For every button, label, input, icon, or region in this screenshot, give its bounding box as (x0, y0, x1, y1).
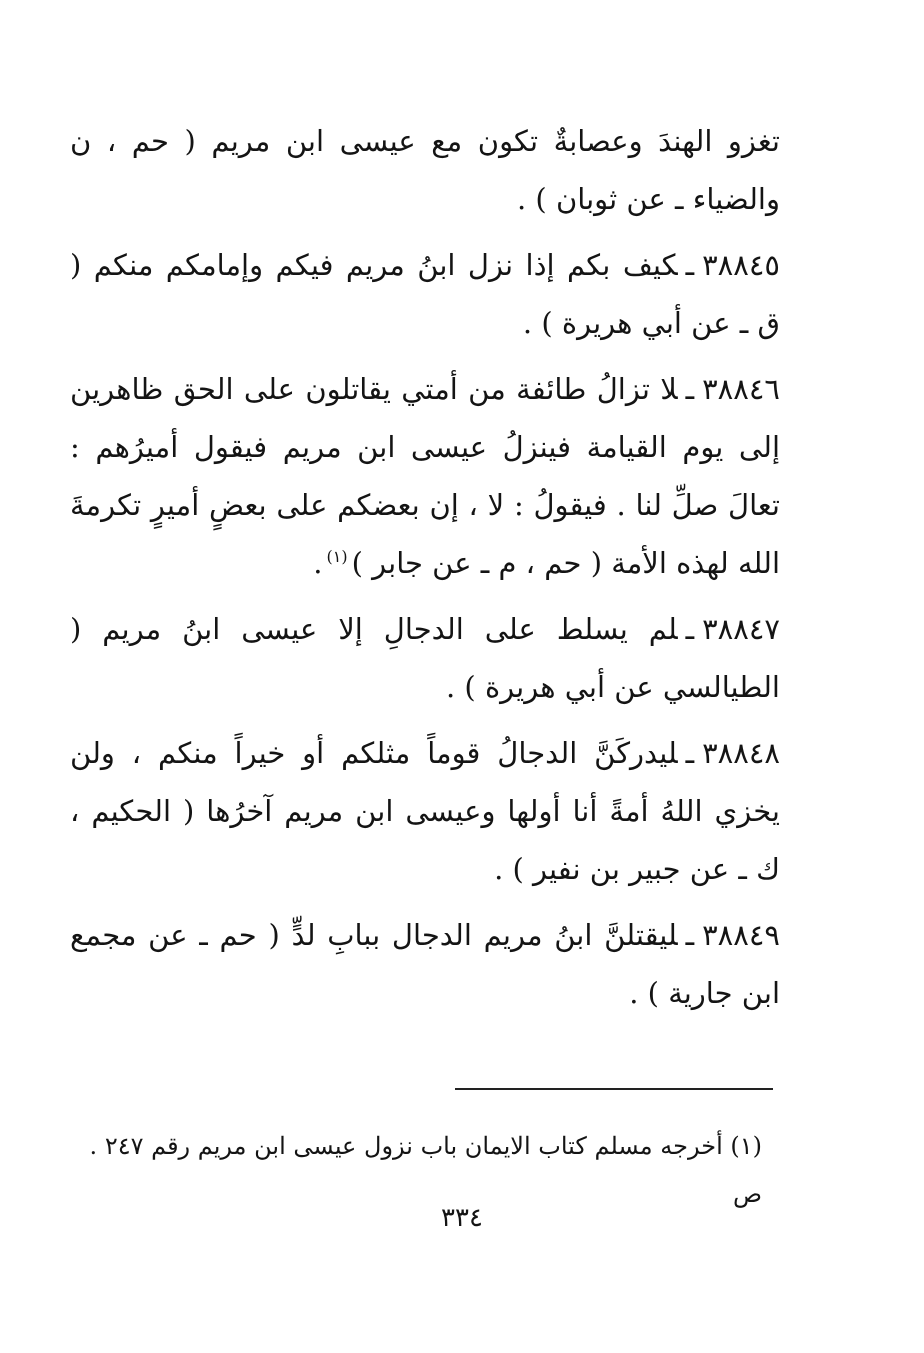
hadith-38846 (70, 360, 780, 592)
hadith-number: ٣٨٨٤٨ (702, 736, 780, 770)
footnote-reference[interactable]: (١) (326, 547, 348, 567)
hadith-number: ٣٨٨٤٧ (702, 612, 780, 646)
hadith-number: ٣٨٨٤٥ (702, 248, 780, 282)
main-text (70, 112, 780, 1022)
hadith-38848 (70, 724, 780, 898)
hadith-text: كيف بكم إذا نزل ابنُ مريم فيكم وإمامكم منكم ( ق ـ عن أبي هريرة ) . (70, 248, 780, 340)
footnote: (١) أخرجه مسلم كتاب الايمان باب نزول عيسى ابن مريم رقم ٢٤٧ . ص (89, 1132, 762, 1208)
hadith-text: لم يسلط على الدجالِ إلا عيسى ابنُ مريم ( الطيالسي عن أبي هريرة ) . (70, 612, 780, 704)
footnote-separator-rule (455, 1088, 773, 1090)
hadith-terminal-period: . (313, 546, 323, 580)
hadith-text: ليقتلنَّ ابنُ مريم الدجال ببابِ لدٍّ ( حم ـ عن مجمع ابن جارية ) . (70, 918, 780, 1010)
hadith-text: ليدركَنَّ الدجالُ قوماً مثلكم أو خيراً منكم ، ولن يخزي اللهُ أمةً أنا أولها وعيسى ابن مريم آخرُها ( الحكيم ، ك ـ عن جبير بن نفير ) . (70, 736, 780, 886)
hadith-number: ٣٨٨٤٦ (702, 372, 780, 406)
hadith-dash: ـ (685, 918, 695, 952)
page-number: ٣٣٤ (441, 1203, 483, 1233)
hadith-text: لا تزالُ طائفة من أمتي يقاتلون على الحق ظاهرين إلى يوم القيامة فينزلُ عيسى ابن مريم فيقول أميرُهم : تعالَ صلِّ لنا . فيقولُ : لا ، إن بعضكم على بعضٍ أميرٍ تكرمةَ الله لهذه الأمة ( حم ، م ـ عن جابر ) (70, 372, 780, 580)
hadith-38849 (70, 906, 780, 1022)
hadith-38847 (70, 600, 780, 716)
continued-hadith-paragraph (70, 112, 780, 228)
hadith-dash: ـ (685, 372, 695, 406)
hadith-text: تغزو الهندَ وعصابةٌ تكون مع عيسى ابن مريم ( حم ، ن والضياء ـ عن ثوبان ) . (70, 124, 780, 216)
hadith-dash: ـ (685, 736, 695, 770)
hadith-38845 (70, 236, 780, 352)
hadith-number: ٣٨٨٤٩ (702, 918, 780, 952)
hadith-dash: ـ (685, 248, 695, 282)
hadith-dash: ـ (685, 612, 695, 646)
